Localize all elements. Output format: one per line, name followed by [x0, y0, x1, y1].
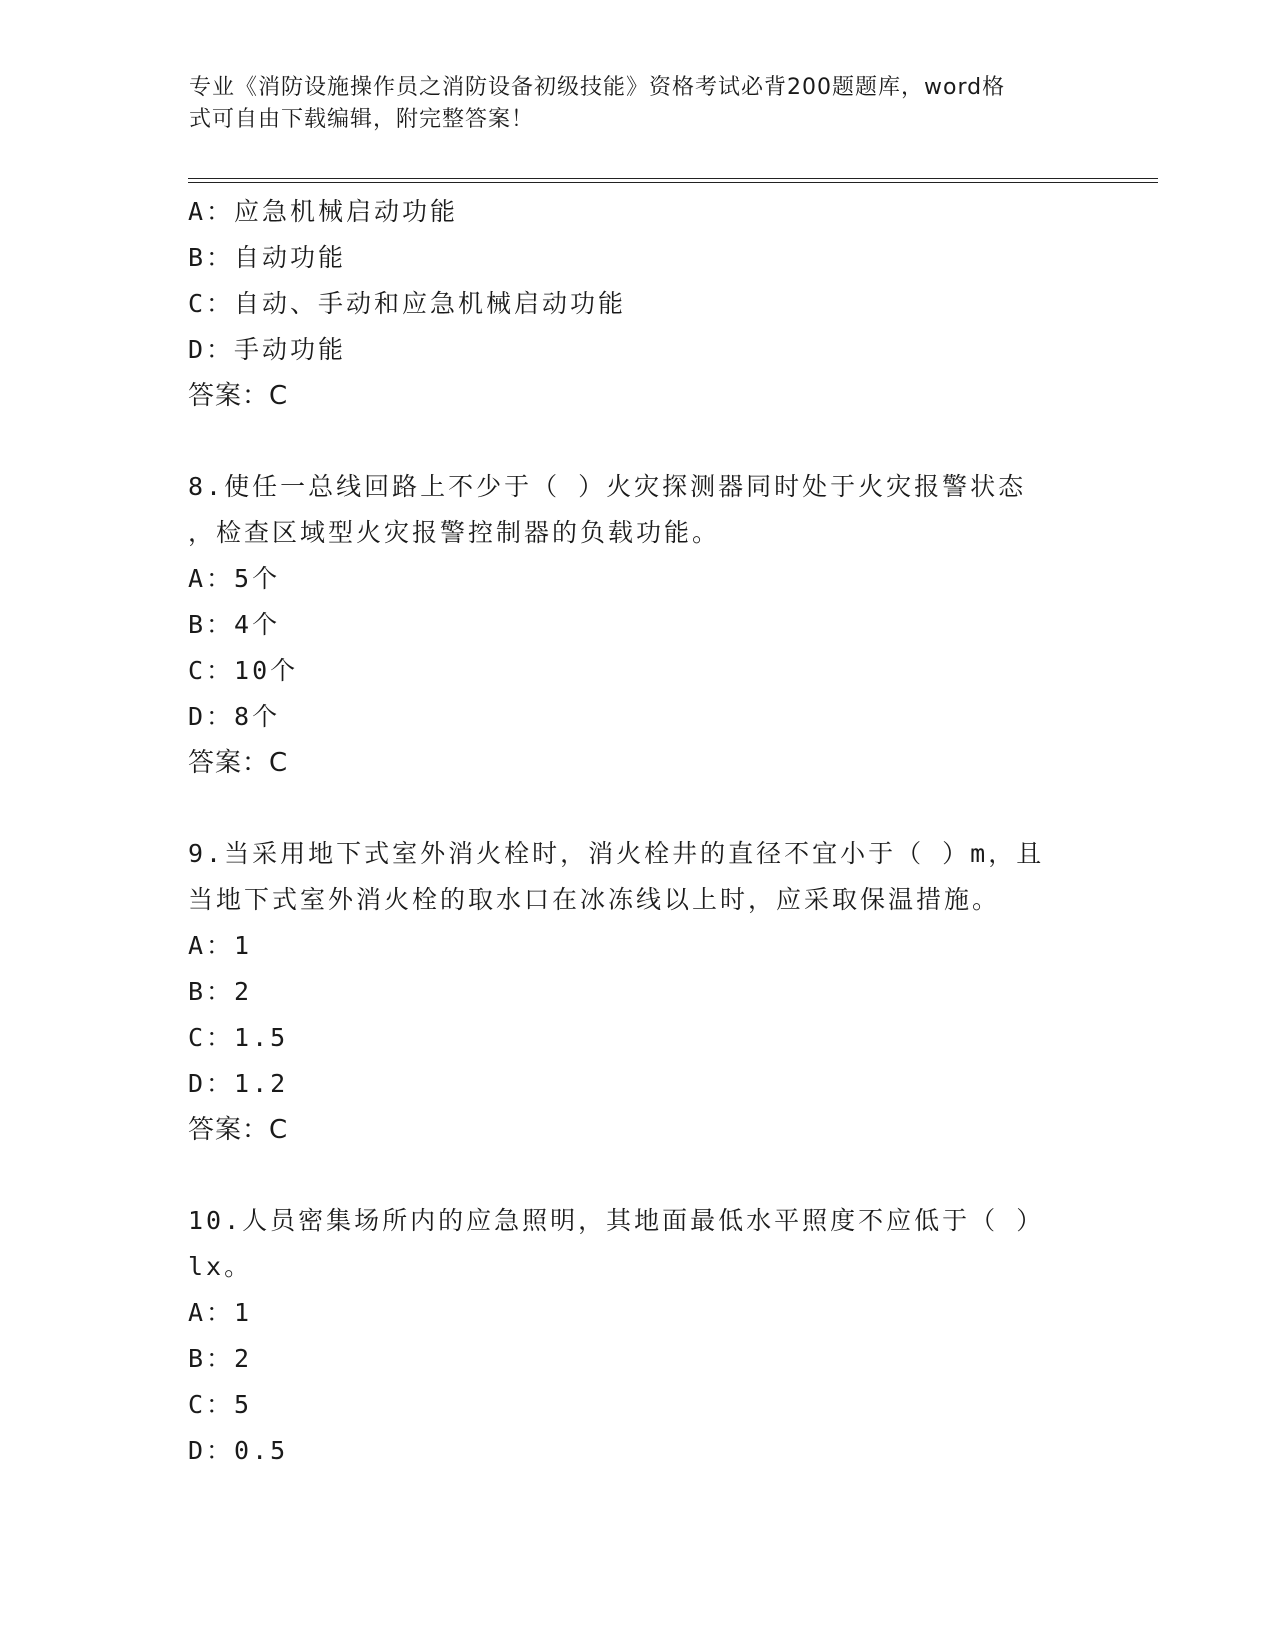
option-a: A：1: [188, 931, 253, 960]
option-d: D：1.2: [188, 1069, 289, 1098]
question-text-line: lx。: [188, 1252, 253, 1281]
header-line-1: 专业《消防设施操作员之消防设备初级技能》资格考试必背200题题库，word格: [189, 75, 1006, 100]
option-d: D：手动功能: [188, 335, 347, 364]
question-text-line: 10.人员密集场所内的应急照明，其地面最低水平照度不应低于（ ）: [188, 1206, 1045, 1235]
option-c: C：5: [188, 1390, 253, 1419]
option-b: B：2: [188, 977, 253, 1006]
option-a: A：应急机械启动功能: [188, 197, 459, 226]
header-divider: [188, 178, 1158, 183]
answer-label: 答案：C: [188, 748, 289, 778]
question-9-block: [188, 831, 1088, 1153]
option-d: D：8个: [188, 702, 281, 731]
question-7-block: [188, 189, 1088, 419]
option-b: B：4个: [188, 610, 281, 639]
option-c: C：自动、手动和应急机械启动功能: [188, 289, 627, 318]
option-c: C：1.5: [188, 1023, 289, 1052]
answer-label: 答案：C: [188, 381, 289, 411]
option-d: D：0.5: [188, 1436, 289, 1465]
question-text-line: 8.使任一总线回路上不少于（ ）火灾探测器同时处于火灾报警状态: [188, 472, 1027, 501]
option-a: A：1: [188, 1298, 253, 1327]
answer-label: 答案：C: [188, 1115, 289, 1145]
question-text-line: ，检查区域型火灾报警控制器的负载功能。: [188, 518, 721, 547]
question-text-line: 9.当采用地下式室外消火栓时，消火栓井的直径不宜小于（ ）m，且: [188, 839, 1045, 868]
page-header: [189, 72, 1089, 136]
option-a: A：5个: [188, 564, 281, 593]
question-8-block: [188, 464, 1088, 786]
option-c: C：10个: [188, 656, 299, 685]
question-list: [188, 189, 1088, 1474]
option-b: B：2: [188, 1344, 253, 1373]
option-b: B：自动功能: [188, 243, 347, 272]
question-text-line: 当地下式室外消火栓的取水口在冰冻线以上时，应采取保温措施。: [188, 885, 1001, 914]
question-10-block: [188, 1198, 1088, 1474]
header-line-2: 式可自由下载编辑，附完整答案！: [189, 107, 535, 132]
